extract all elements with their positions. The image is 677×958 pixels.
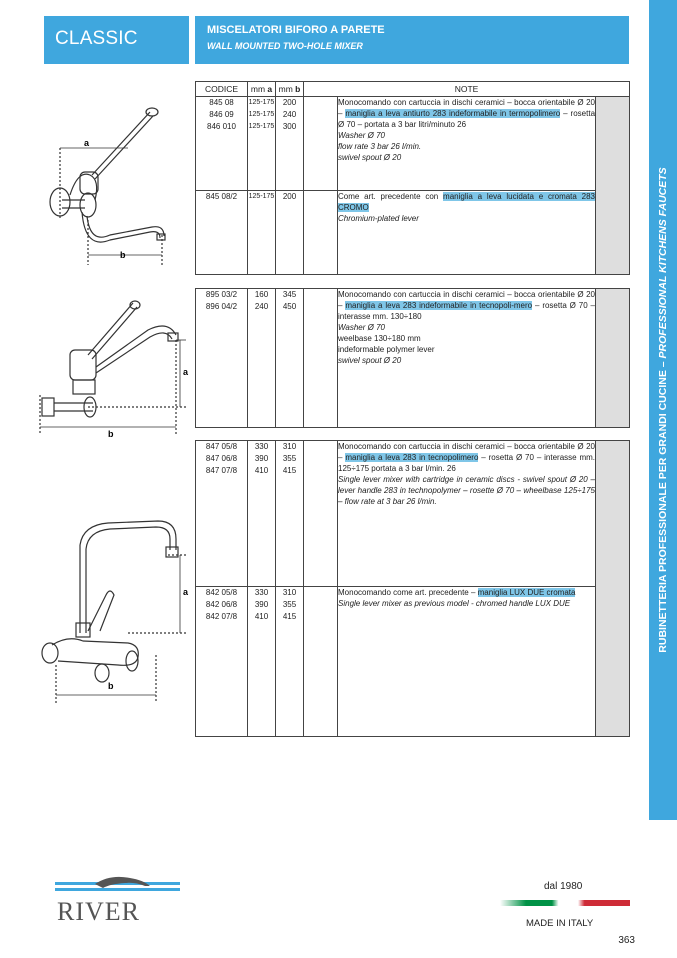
faucet-drawing-2 <box>28 295 193 440</box>
svg-text:a: a <box>84 138 90 148</box>
note-cell: Monocomando con cartuccia in dischi ceramici – bocca orientabile Ø 20 – maniglia a leva 283 in tecnopolimero – rosetta Ø 70 – interasse mm. 125÷175 portata a 3 bar l/min. 26 Single lever mixer with cartridge in ceramic discs - swivel spout Ø 20 – lever handle 283 in technopolymer – rosette Ø 70 – wheelbase 125÷175 – flow rate at 3 bar 26 l/min. <box>338 441 596 587</box>
title-italian: MISCELATORI BIFORO A PARETE <box>207 24 385 36</box>
section-tab <box>44 16 189 64</box>
table-row: 847 05/8 847 06/8 847 07/8 330 390 410 310 355 415 Monocomando con cartuccia in dischi ceramici – bocca orientabile Ø 20 – maniglia a leva 283 in tecnopolimero – rosetta Ø 70 – interasse mm. 125÷175 portata a 3 bar l/min. 26 Single lever mixer with cartridge in ceramic discs - swivel spout Ø 20 – lever handle 283 in technopolymer – rosette Ø 70 – wheelbase 125÷175 – flow rate at 3 bar 26 l/min. <box>196 441 630 587</box>
side-band <box>649 0 677 820</box>
svg-text:b: b <box>108 429 114 439</box>
blank-cell <box>304 97 338 191</box>
italian-flag-stripe <box>500 898 630 908</box>
side-text-italian: RUBINETTERIA PROFESSIONALE PER GRANDI CUCINE <box>657 370 669 653</box>
table-row: 845 08/2 125-175 200 Come art. precedente con maniglia a leva lucidata e cromata 283 CROMO Chromium-plated lever <box>196 191 630 275</box>
section-label: CLASSIC <box>55 28 138 49</box>
page-number: 363 <box>618 935 635 946</box>
table-group-3 <box>195 440 630 737</box>
col-codice: CODICE <box>196 82 248 97</box>
note-cell: Monocomando con cartuccia in dischi ceramici – bocca orientabile Ø 20 – maniglia a leva 283 indeformabile in tecnopoli-mero – rosetta Ø 70 – interasse mm. 130÷180 Washer Ø 70 weelbase 130÷180 mm indeformable polymer lever swivel spout Ø 20 <box>338 289 596 428</box>
b-cell: 200 240 300 <box>276 97 304 191</box>
table-row <box>196 97 630 191</box>
side-text-english: PROFESSIONAL KITCHENS FAUCETS <box>657 167 669 359</box>
table-group-1 <box>195 81 630 275</box>
faucet-drawing-3 <box>28 515 193 705</box>
since-year: dal 1980 <box>544 881 583 892</box>
side-band-text <box>649 0 677 820</box>
svg-text:a: a <box>183 367 189 377</box>
svg-text:b: b <box>108 681 114 691</box>
note-cell: Monocomando con cartuccia in dischi ceramici – bocca orientabile Ø 20 – maniglia a leva antiurto 283 indeformabile in termopolimero – rosetta Ø 70 – portata a 3 bar litri/minuto 26 Washer Ø 70 flow rate 3 bar 26 l/min. swivel spout Ø 20 <box>338 97 596 191</box>
note-grey-cell <box>596 97 630 275</box>
side-text-separator: – <box>657 361 669 368</box>
title-english: WALL MOUNTED TWO-HOLE MIXER <box>207 41 363 51</box>
a-cell: 125-175 125-175 125-175 <box>248 97 276 191</box>
col-note: NOTE <box>304 82 630 97</box>
page-header <box>195 16 629 64</box>
codes-cell: 845 08 846 09 846 010 <box>196 97 248 191</box>
table-row: 895 03/2 896 04/2 160 240 345 450 Monocomando con cartuccia in dischi ceramici – bocca orientabile Ø 20 – maniglia a leva 283 indeformabile in tecnopoli-mero – rosetta Ø 70 – interasse mm. 130÷180 Washer Ø 70 weelbase 130÷180 mm indeformable polymer lever swivel spout Ø 20 <box>196 289 630 428</box>
col-mm-a: mm a <box>248 82 276 97</box>
made-in-italy: MADE IN ITALY <box>526 918 594 929</box>
svg-text:RIVER: RIVER <box>57 897 140 924</box>
river-logo <box>55 874 180 924</box>
col-mm-b: mm b <box>276 82 304 97</box>
svg-text:a: a <box>183 587 189 597</box>
table-row: 842 05/8 842 06/8 842 07/8 330 390 410 310 355 415 Monocomando come art. precedente – maniglia LUX DUE cromata Single lever mixer as previous model - chromed handle LUX DUE <box>196 587 630 737</box>
faucet-drawing-1 <box>40 100 190 275</box>
otter-icon <box>95 877 150 888</box>
svg-text:b: b <box>120 250 126 260</box>
table-group-2 <box>195 288 630 428</box>
